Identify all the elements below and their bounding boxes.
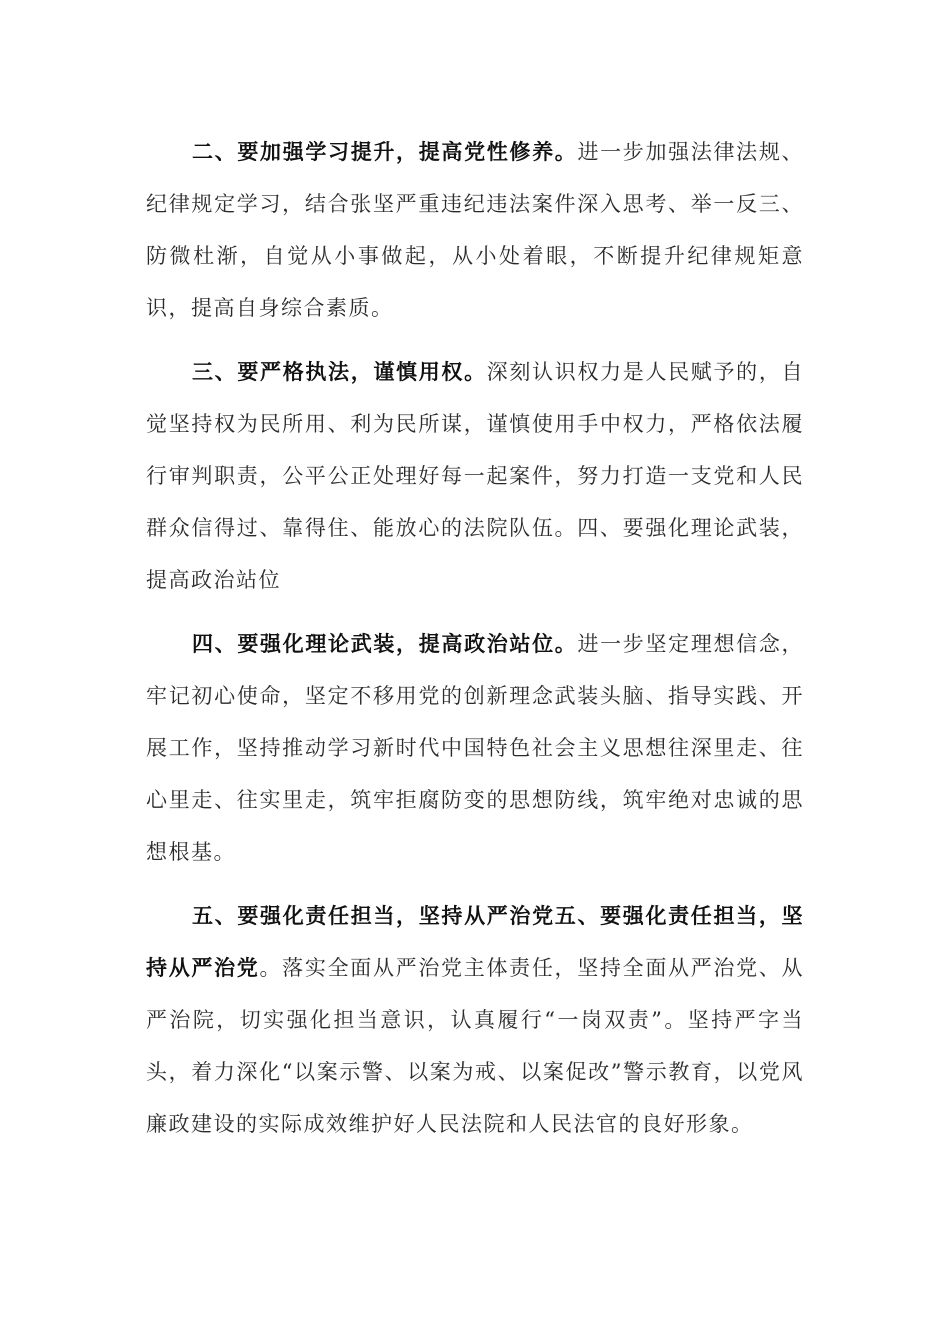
paragraph-text: 。落实全面从严治党主体责任，坚持全面从严治党、从严治院，切实强化担当意识，认真履行“一岗双责”。坚持严字当头，着力深化“以案示警、以案为戒、以案促改”警示教育，以党风廉政建设的实际成效维护好人民法院和人民法官的良好形象。 [146, 956, 805, 1136]
paragraph-3 [146, 346, 804, 606]
paragraph-5 [146, 890, 804, 1150]
paragraph-text: 进一步坚定理想信念，牢记初心使命，坚定不移用党的创新理念武装头脑、指导实践、开展工作，坚持推动学习新时代中国特色社会主义思想往深里走、往心里走、往实里走，筑牢拒腐防变的思想防线，筑牢绝对忠诚的思想根基。 [146, 632, 805, 864]
paragraph-2 [146, 126, 804, 334]
paragraph-text: 深刻认识权力是人民赋予的，自觉坚持权为民所用、利为民所谋，谨慎使用手中权力，严格依法履行审判职责，公平公正处理好每一起案件，努力打造一支党和人民群众信得过、靠得住、能放心的法院队伍。四、要强化理论武装，提高政治站位 [146, 360, 804, 592]
paragraph-text: 进一步加强法律法规、纪律规定学习，结合张坚严重违纪违法案件深入思考、举一反三、防微杜渐，自觉从小事做起，从小处着眼，不断提升纪律规矩意识，提高自身综合素质。 [146, 140, 805, 320]
document-body [146, 126, 804, 1150]
paragraph-heading: 三、要严格执法，谨慎用权。 [192, 359, 487, 384]
paragraph-4 [146, 618, 804, 878]
paragraph-heading: 二、要加强学习提升，提高党性修养。 [192, 139, 578, 164]
paragraph-heading: 五、要强化责任担当，坚持从严治党五、要强化责任担当，坚持从严治党 [146, 903, 804, 980]
paragraph-heading: 四、要强化理论武装，提高政治站位。 [192, 631, 578, 656]
